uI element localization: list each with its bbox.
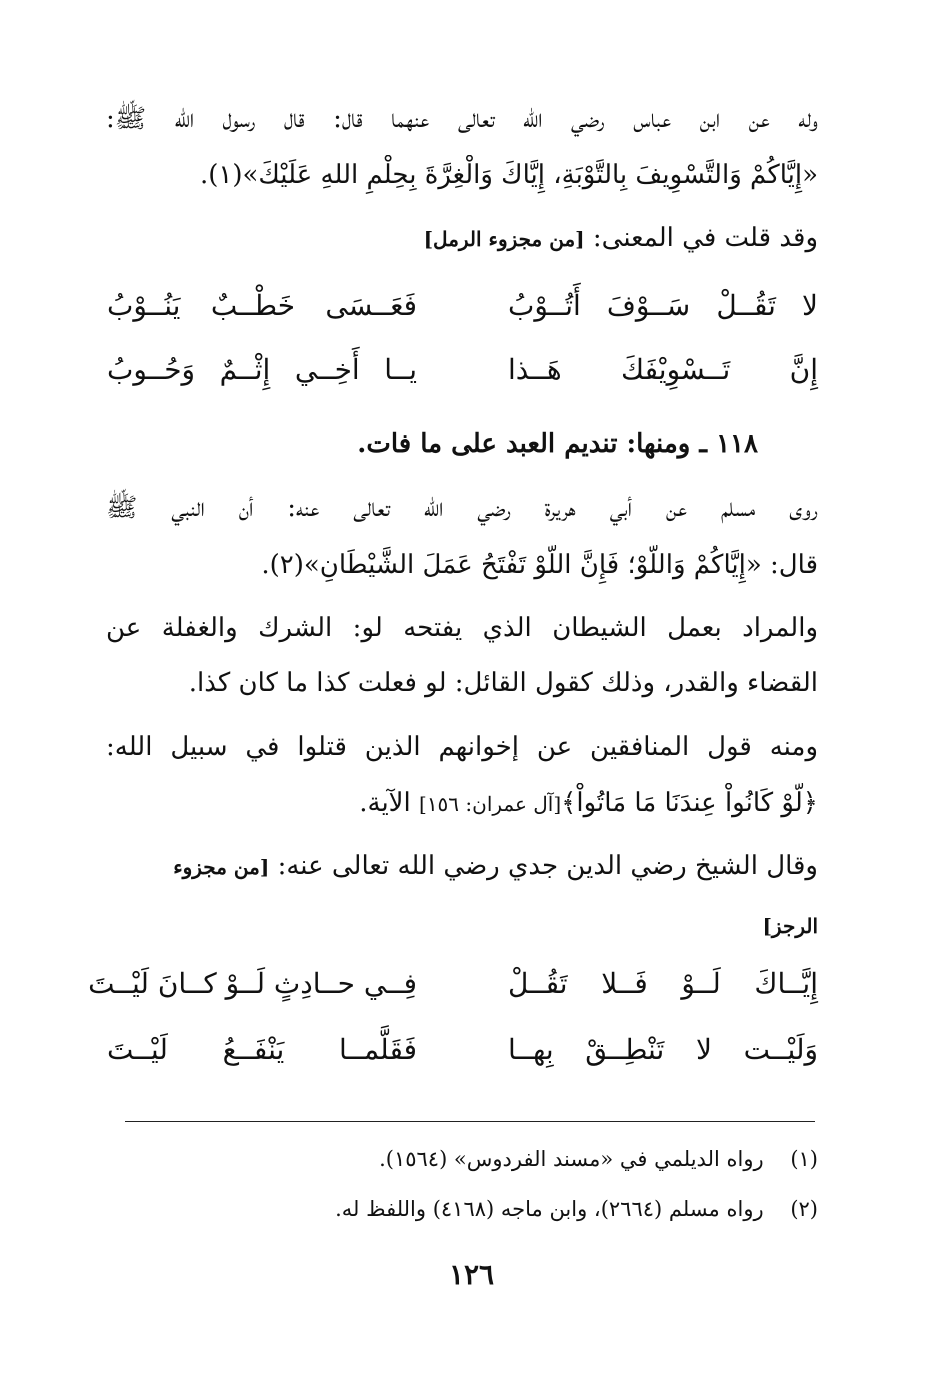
footnote-text: رواه مسلم (٢٦٦٤)، وابن ماجه (٤١٦٨) واللفظ له. [335,1197,764,1221]
footnote-text: رواه الديلمي في «مسند الفردوس» (١٥٦٤). [379,1147,764,1171]
verse-hemistich-right: إِنَّ تَــسْوِيْفَكَ هَــذا [508,353,818,386]
paragraph-line: «إِيَّاكُمْ وَالتَّسْوِيفَ بِالتَّوْبَةِ، إِيَّاكَ وَالْغِرَّةَ بِحِلْمِ اللهِ عَلَيْكَ»(١). [199,160,818,190]
paragraph-line [106,783,818,824]
verse-hemistich-right: إِيَّــاكَ لَــوْ فَــلا تَقُــلْ [508,967,818,1000]
quran-reference: [آل عمران: ١٥٦] [419,792,562,816]
paragraph-line: قال: «إِيَّاكُمْ وَاللَّوْ؛ فَإِنَّ اللَّوْ تَفْتَحُ عَمَلَ الشَّيْطَانِ»(٢). [261,550,818,580]
paragraph-line: روى مسلم عن أبي هريرة رضي الله تعالى عنه: أن النبي ﷺ [106,493,818,523]
paragraph-line [106,218,818,259]
verse-hemistich-left: يــا أَخِــي إِثْــمٌ وَحُــوبُ [107,353,417,386]
paragraph-line: والمراد بعمل الشيطان الذي يفتحه لو: الشرك والغفلة عن [106,613,818,643]
verse-hemistich-left: فَقَلَّمــا يَنْفَــعُ لَيْــتَ [107,1033,417,1066]
paragraph-line [106,846,818,887]
line-ending: الآية. [359,788,411,818]
meter-label: الرجز] [762,914,818,938]
page-number: ١٢٦ [448,1258,495,1291]
intro-text: وقال الشيخ رضي الدين جدي رضي الله تعالى عنه: [277,851,818,881]
footnote-separator [125,1121,815,1122]
footnote-number: (١) [790,1147,818,1171]
verse-hemistich-left: فَعَــسَى خَطْــبٌ يَنُــوْبُ [107,289,417,322]
footnote [106,1193,818,1225]
quran-quote: ﴿لَّوْ كَانُواْ عِندَنَا مَا مَاتُواْ﴾ [561,788,818,818]
paragraph-line: القضاء والقدر، وذلك كقول القائل: لو فعلت كذا ما كان كذا. [188,668,818,698]
meter-label: [من مجزوء [173,855,270,879]
paragraph-line: وله عن ابن عباس رضي الله تعالى عنهما قال: قال رسول الله ﷺ: [106,104,818,134]
verse-hemistich-right: لا تَقُــلْ سَــوْفَ أَتُــوْبُ [508,289,818,322]
intro-text: وقد قلت في المعنى: [592,223,818,253]
footnote [106,1143,818,1175]
verse-hemistich-left: فِــي حــادِثٍ لَــوْ كــانَ لَيْــتَ [88,967,417,1000]
meter-label: [من مجزوء الرمل] [423,227,585,251]
paragraph-line: ومنه قول المنافقين عن إخوانهم الذين قتلوا في سبيل الله: [106,732,818,762]
footnote-number: (٢) [790,1197,818,1221]
verse-hemistich-right: وَلَيْــت لا تَنْطِــقْ بِهــا [508,1033,818,1066]
section-heading: ١١٨ ـ ومنها: تنديم العبد على ما فات. [357,429,758,459]
